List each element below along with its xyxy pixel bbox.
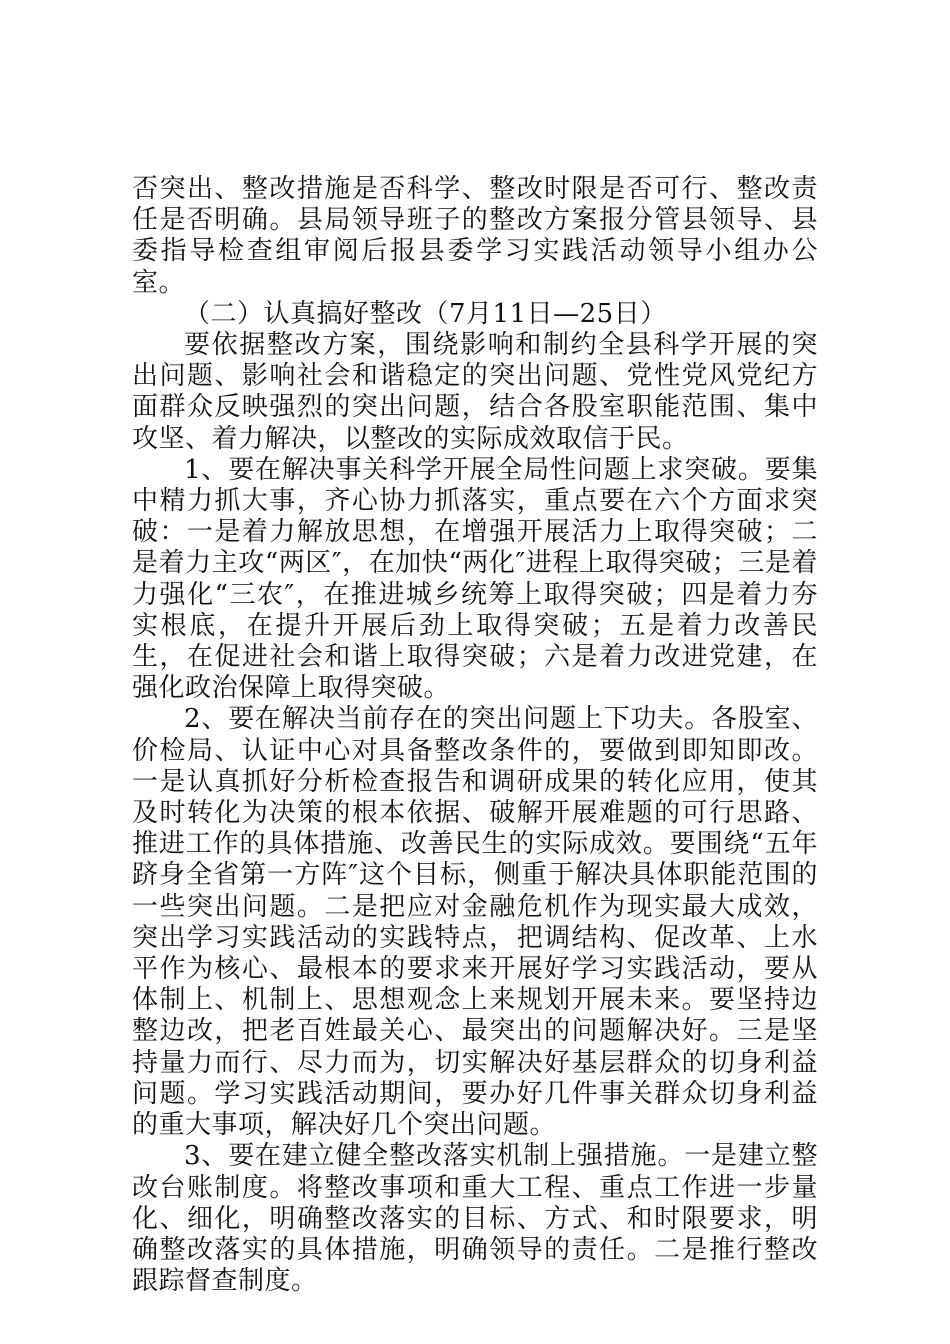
paragraph-item-2: 2、要在解决当前存在的突出问题上下功夫。各股室、价检局、认证中心对具备整改条件的，要做到即知即改。一是认真抓好分析检查报告和调研成果的转化应用，使其及时转化为决策的根本依据、破解开展难题的可行思路、推进工作的具体措施、改善民生的实际成效。要围绕“五年跻身全省第一方阵″这个目标，侧重于解决具体职能范围的一些突出问题。二是把应对金融危机作为现实最大成效，突出学习实践活动的实践特点，把调结构、促改革、上水平作为核心、最根本的要求来开展好学习实践活动，要从体制上、机制上、思想观念上来规划开展未来。要坚持边整边改，把老百姓最关心、最突出的问题解决好。三是坚持量力而行、尽力而为，切实解决好基层群众的切身利益问题。学习实践活动期间，要办好几件事关群众切身利益的重大事项，解决好几个突出问题。	[132, 704, 818, 1141]
document-body	[132, 174, 818, 1297]
paragraph-item-3: 3、要在建立健全整改落实机制上强措施。一是建立整改台账制度。将整改事项和重大工程、重点工作进一步量化、细化，明确整改落实的目标、方式、和时限要求，明确整改落实的具体措施，明确领导的责任。二是推行整改跟踪督查制度。	[132, 1141, 818, 1297]
paragraph-item-1: 1、要在解决事关科学开展全局性问题上求突破。要集中精力抓大事，齐心协力抓落实，重点要在六个方面求突破：一是着力解放思想，在增强开展活力上取得突破；二是着力主攻“两区″，在加快“两化″进程上取得突破；三是着力强化“三农″，在推进城乡统筹上取得突破；四是着力夯实根底，在提升开展后劲上取得突破；五是着力改善民生，在促进社会和谐上取得突破；六是着力改进党建，在强化政治保障上取得突破。	[132, 454, 818, 704]
section-heading: （二）认真搞好整改（7月11日—25日）	[184, 298, 667, 329]
paragraph-intro: 要依据整改方案，围绕影响和制约全县科学开展的突出问题、影响社会和谐稳定的突出问题、党性党风党纪方面群众反映强烈的突出问题，结合各股室职能范围、集中攻坚、着力解决，以整改的实际成效取信于民。	[132, 330, 818, 454]
paragraph-continuation: 否突出、整改措施是否科学、整改时限是否可行、整改责任是否明确。县局领导班子的整改方案报分管县领导、县委指导检查组审阅后报县委学习实践活动领导小组办公室。	[132, 174, 818, 298]
